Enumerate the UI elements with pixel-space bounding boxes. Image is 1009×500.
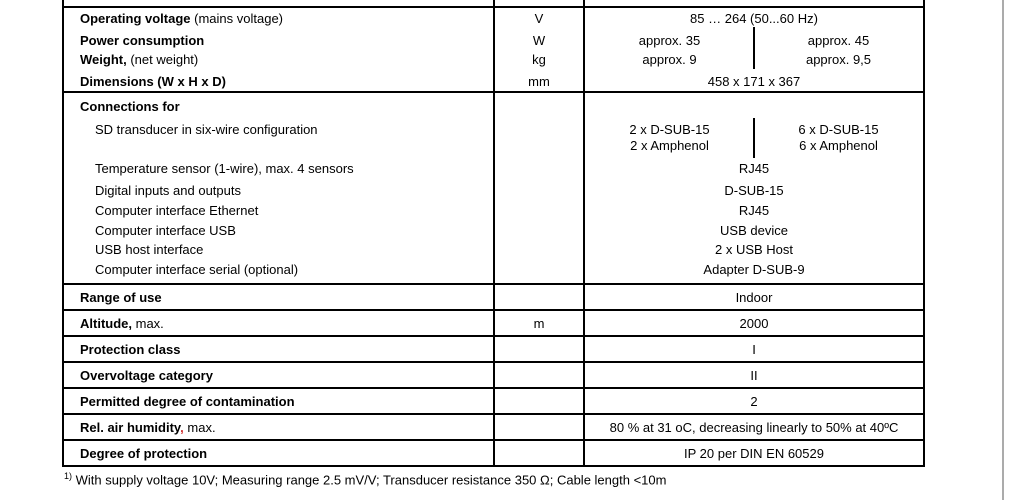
table-row-electrical bbox=[64, 8, 923, 93]
label-cell bbox=[64, 316, 493, 331]
label-bold: Operating voltage bbox=[80, 11, 191, 26]
label-cell bbox=[64, 394, 493, 409]
page-edge-line bbox=[1002, 0, 1004, 500]
unit-cell bbox=[493, 93, 585, 283]
label-cell bbox=[64, 446, 493, 461]
unit-cell bbox=[493, 363, 585, 387]
value-contamination: 2 bbox=[750, 393, 758, 409]
unit-cell bbox=[493, 311, 585, 335]
label-bold: Altitude, bbox=[80, 315, 132, 331]
conn-label-sd-transducer: SD transducer in six-wire configuration bbox=[95, 122, 318, 137]
value-cell bbox=[585, 389, 923, 413]
unit-cell bbox=[493, 389, 585, 413]
footnote-text: With supply voltage 10V; Measuring range 2.5 mV/V; Transducer resistance 350 Ω; Cable length <10m bbox=[72, 472, 667, 488]
unit-cell bbox=[493, 441, 585, 465]
unit-volt: V bbox=[534, 11, 544, 26]
split-right-column bbox=[754, 33, 923, 68]
split-right-column bbox=[754, 122, 923, 154]
unit-kg: kg bbox=[532, 52, 546, 67]
conn-value-sd-left-2: 2 x Amphenol bbox=[630, 138, 709, 153]
conn-value-ethernet: RJ45 bbox=[738, 203, 770, 218]
value-operating-voltage: 85 … 264 (50...60 Hz) bbox=[690, 11, 818, 26]
conn-value-serial: Adapter D-SUB-9 bbox=[703, 262, 805, 277]
footnote-marker: 1) bbox=[64, 471, 73, 481]
label-bold: Rel. air humidity bbox=[80, 419, 181, 435]
unit-m: m bbox=[533, 315, 545, 331]
label-regular: max. bbox=[183, 419, 216, 435]
stub-unit-cell bbox=[493, 0, 585, 6]
unit-cell bbox=[493, 415, 585, 439]
stub-value-cell bbox=[585, 0, 923, 6]
unit-cell bbox=[493, 285, 585, 309]
row-label-dimensions bbox=[80, 74, 493, 90]
value-cell bbox=[585, 415, 923, 439]
label-regular: max. bbox=[132, 315, 164, 331]
label-bold: Weight, bbox=[80, 52, 127, 67]
label-bold: Protection class bbox=[80, 341, 181, 357]
row-label-operating-voltage bbox=[80, 11, 493, 27]
table-row-altitude bbox=[64, 311, 923, 337]
label-bold: Range of use bbox=[80, 289, 162, 305]
label-bold: Power consumption bbox=[80, 33, 205, 48]
value-cell bbox=[585, 441, 923, 465]
conn-label-ethernet: Computer interface Ethernet bbox=[95, 203, 259, 218]
label-cell bbox=[64, 93, 493, 283]
label-red-comma: , bbox=[180, 419, 184, 435]
label-cell bbox=[64, 368, 493, 383]
value-cell bbox=[585, 363, 923, 387]
split-left-column bbox=[585, 122, 754, 154]
value-cell bbox=[585, 8, 923, 91]
conn-value-sd-left-1: 2 x D-SUB-15 bbox=[629, 122, 710, 137]
value-power-right: approx. 45 bbox=[807, 33, 870, 48]
conn-label-serial: Computer interface serial (optional) bbox=[95, 262, 299, 277]
conn-value-digital-io: D-SUB-15 bbox=[724, 183, 784, 198]
conn-label-usb-host: USB host interface bbox=[95, 242, 204, 257]
label-regular: (net weight) bbox=[126, 52, 199, 67]
label-bold: Overvoltage category bbox=[80, 367, 213, 383]
value-cell bbox=[585, 311, 923, 335]
label-bold: Permitted degree of contamination bbox=[80, 393, 295, 409]
unit-cell bbox=[493, 8, 585, 91]
value-cell bbox=[585, 93, 923, 283]
unit-watt: W bbox=[532, 33, 546, 48]
value-protection-class: I bbox=[752, 341, 756, 357]
unit-mm: mm bbox=[528, 74, 550, 89]
value-cell bbox=[585, 337, 923, 361]
value-weight-left: approx. 9 bbox=[642, 52, 697, 67]
table-row-stub bbox=[64, 0, 923, 8]
value-cell bbox=[585, 285, 923, 309]
row-label-power-consumption bbox=[80, 33, 493, 49]
value-altitude: 2000 bbox=[739, 315, 769, 331]
label-bold: Degree of protection bbox=[80, 445, 208, 461]
row-label-weight bbox=[80, 52, 493, 68]
table-row-range-of-use bbox=[64, 285, 923, 311]
specification-table bbox=[62, 0, 925, 467]
table-row-humidity bbox=[64, 415, 923, 441]
table-row-overvoltage-category bbox=[64, 363, 923, 389]
conn-value-sd-right-2: 6 x Amphenol bbox=[799, 138, 878, 153]
value-weight-right: approx. 9,5 bbox=[805, 52, 872, 67]
table-row-connections bbox=[64, 93, 923, 285]
conn-label-digital-io: Digital inputs and outputs bbox=[95, 183, 241, 198]
table-row-protection-class bbox=[64, 337, 923, 363]
label-bold: Dimensions (W x H x D) bbox=[80, 74, 226, 89]
conn-value-usb-host: 2 x USB Host bbox=[714, 242, 794, 257]
connections-header: Connections for bbox=[80, 99, 180, 114]
value-degree-of-protection: IP 20 per DIN EN 60529 bbox=[684, 445, 824, 461]
stub-label-cell bbox=[64, 0, 493, 6]
value-power-left: approx. 35 bbox=[638, 33, 701, 48]
label-cell bbox=[64, 290, 493, 305]
value-column-divider bbox=[753, 27, 755, 69]
conn-value-usb: USB device bbox=[720, 223, 788, 238]
value-column-divider bbox=[753, 118, 755, 158]
conn-value-sd-right-1: 6 x D-SUB-15 bbox=[798, 122, 879, 137]
value-range-of-use: Indoor bbox=[735, 289, 773, 305]
table-row-contamination bbox=[64, 389, 923, 415]
conn-label-usb: Computer interface USB bbox=[95, 223, 236, 238]
footnote bbox=[64, 471, 666, 487]
label-cell bbox=[64, 420, 493, 435]
split-left-column bbox=[585, 33, 754, 68]
table-row-degree-of-protection bbox=[64, 441, 923, 467]
conn-value-temperature-sensor: RJ45 bbox=[738, 161, 770, 176]
label-regular: (mains voltage) bbox=[190, 11, 284, 26]
value-dimensions: 458 x 171 x 367 bbox=[707, 74, 801, 89]
label-cell bbox=[64, 342, 493, 357]
conn-label-temperature-sensor: Temperature sensor (1-wire), max. 4 sensors bbox=[95, 161, 354, 176]
value-humidity: 80 % at 31 oC, decreasing linearly to 50% at 40ºC bbox=[609, 419, 899, 435]
label-cell bbox=[64, 8, 493, 91]
value-overvoltage-category: II bbox=[750, 367, 758, 383]
unit-cell bbox=[493, 337, 585, 361]
